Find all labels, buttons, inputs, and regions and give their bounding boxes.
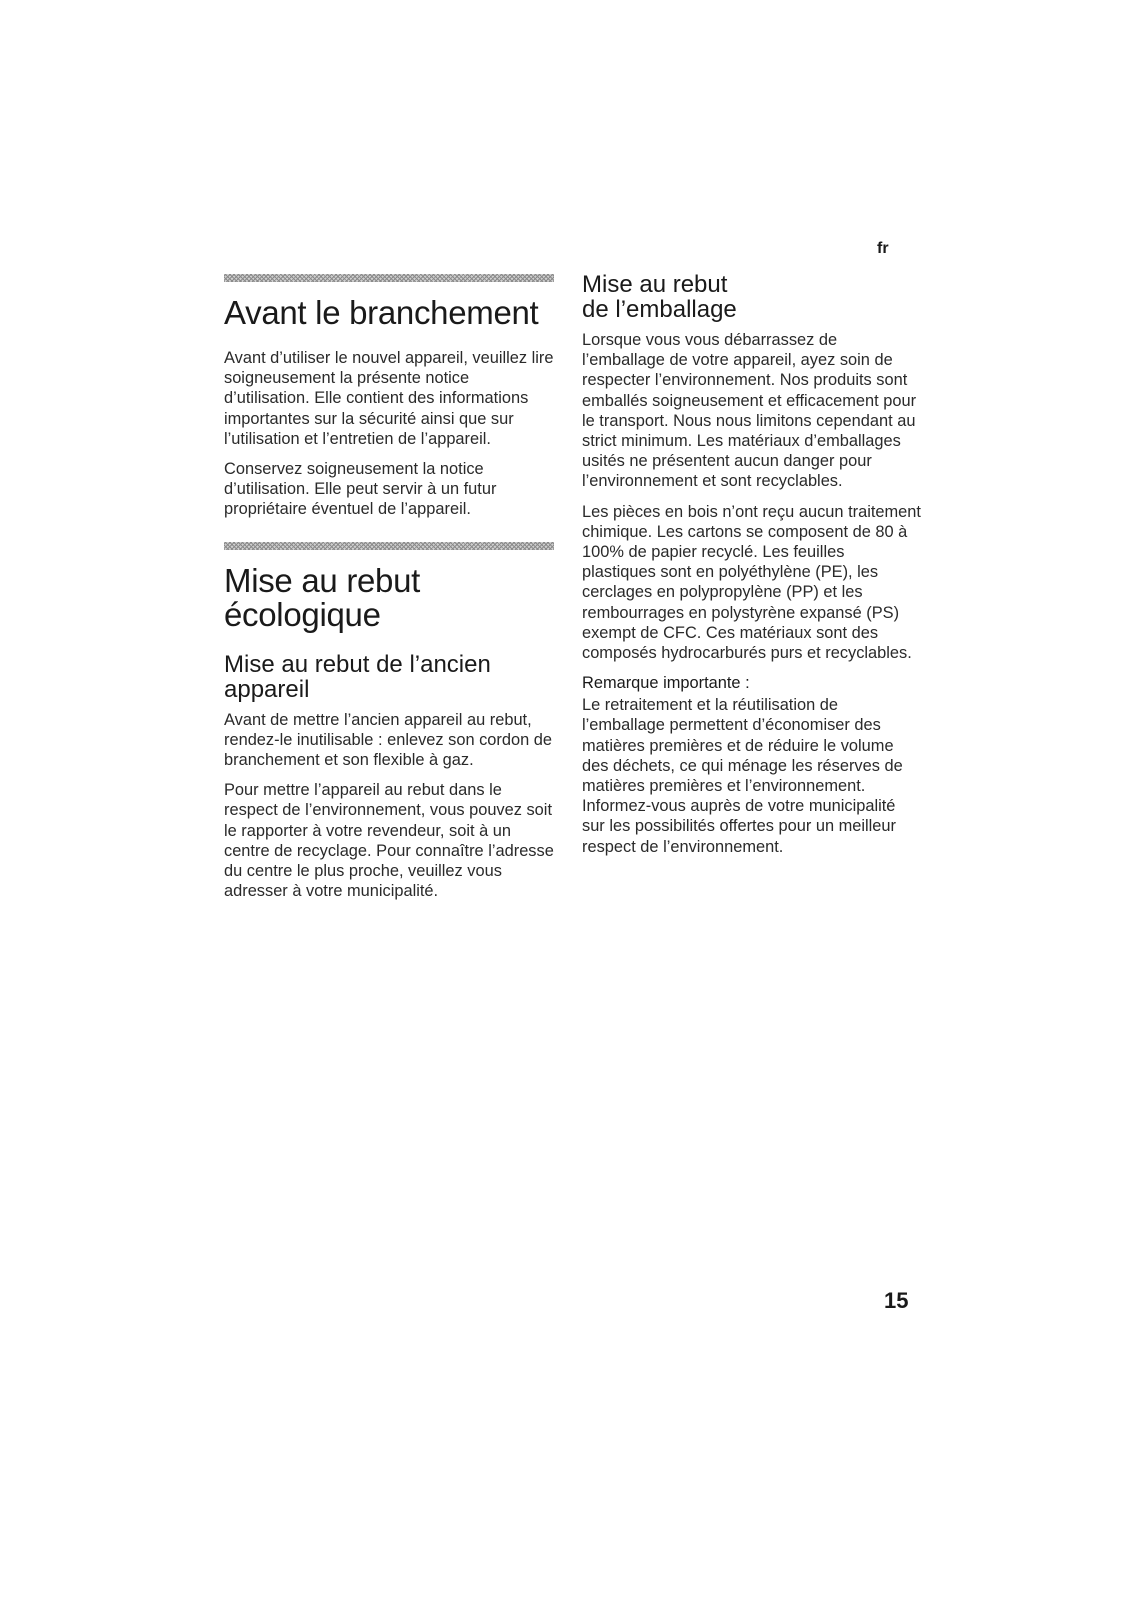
subtitle-line: appareil — [224, 675, 310, 703]
paragraph-packaging-environment: Lorsque vous vous débarrassez de l’emballage de votre appareil, ayez soin de respecter l’environnement. Nos produits sont emballés soigneusement et efficacement pour le transport. Nous nous limitons cependant au strict minimum. Les matériaux d’emballages usités ne présentent aucun danger pour l’environnement et sont recyclables. — [582, 331, 917, 491]
title-line: Mise au rebut — [582, 271, 728, 298]
section-title-before-connection: Avant le branchement — [224, 294, 539, 331]
section-divider-rule — [224, 274, 554, 282]
subtitle-old-appliance-disposal — [224, 652, 558, 702]
left-column — [224, 274, 558, 911]
section-title-ecological-disposal — [224, 561, 558, 633]
note-heading: Remarque importante : — [582, 674, 750, 693]
subtitle-line: Mise au rebut de l’ancien — [224, 650, 491, 678]
note-text: Le retraitement et la réutilisation de l’emballage permettent d’économiser des matières premières et de réduire le volume des déchets, ce qui ménage les réserves de matières premières et l’environnement. Informez-vous auprès de votre municipalité sur les possibilités offertes pour un meilleur respect de l’environnement. — [582, 696, 903, 856]
section-title-packaging-disposal — [582, 272, 922, 322]
title-line: de l’emballage — [582, 296, 737, 323]
paragraph-packaging-materials: Les pièces en bois n’ont reçu aucun traitement chimique. Les cartons se composent de 80 à 100% de papier recyclé. Les feuilles plastiques sont en polyéthylène (PE), les cerclages en polypropylène (PP) et les rembourrages en polystyrène expansé (PS) exempt de CFC. Ces matériaux sont des composés hydrocarburés purs et recyclables. — [582, 502, 921, 663]
paragraph-recycling-center: Pour mettre l’appareil au rebut dans le respect de l’environnement, vous pouvez soit le rapporter à votre revendeur, soit à un centre de recyclage. Pour connaître l’adresse du centre le plus proche, veuillez vous adresser à votre municipalité. — [224, 781, 554, 901]
title-line: écologique — [224, 595, 381, 633]
section-divider-rule — [224, 542, 554, 550]
language-code: fr — [877, 240, 889, 257]
right-column — [582, 272, 922, 867]
paragraph-keep-notice: Conservez soigneusement la notice d’utilisation. Elle peut servir à un futur propriétaire éventuel de l’appareil. — [224, 460, 497, 519]
page-number: 15 — [884, 1288, 909, 1313]
title-line: Mise au rebut — [224, 561, 421, 599]
paragraph-make-unusable: Avant de mettre l’ancien appareil au rebut, rendez-le inutilisable : enlevez son cordon de branchement et son flexible à gaz. — [224, 710, 553, 770]
paragraph-before-use: Avant d’utiliser le nouvel appareil, veuillez lire soigneusement la présente notice d’utilisation. Elle contient des informations importantes sur la sécurité ainsi que sur l’utilisation et l’entretien de l’appareil. — [224, 349, 554, 448]
